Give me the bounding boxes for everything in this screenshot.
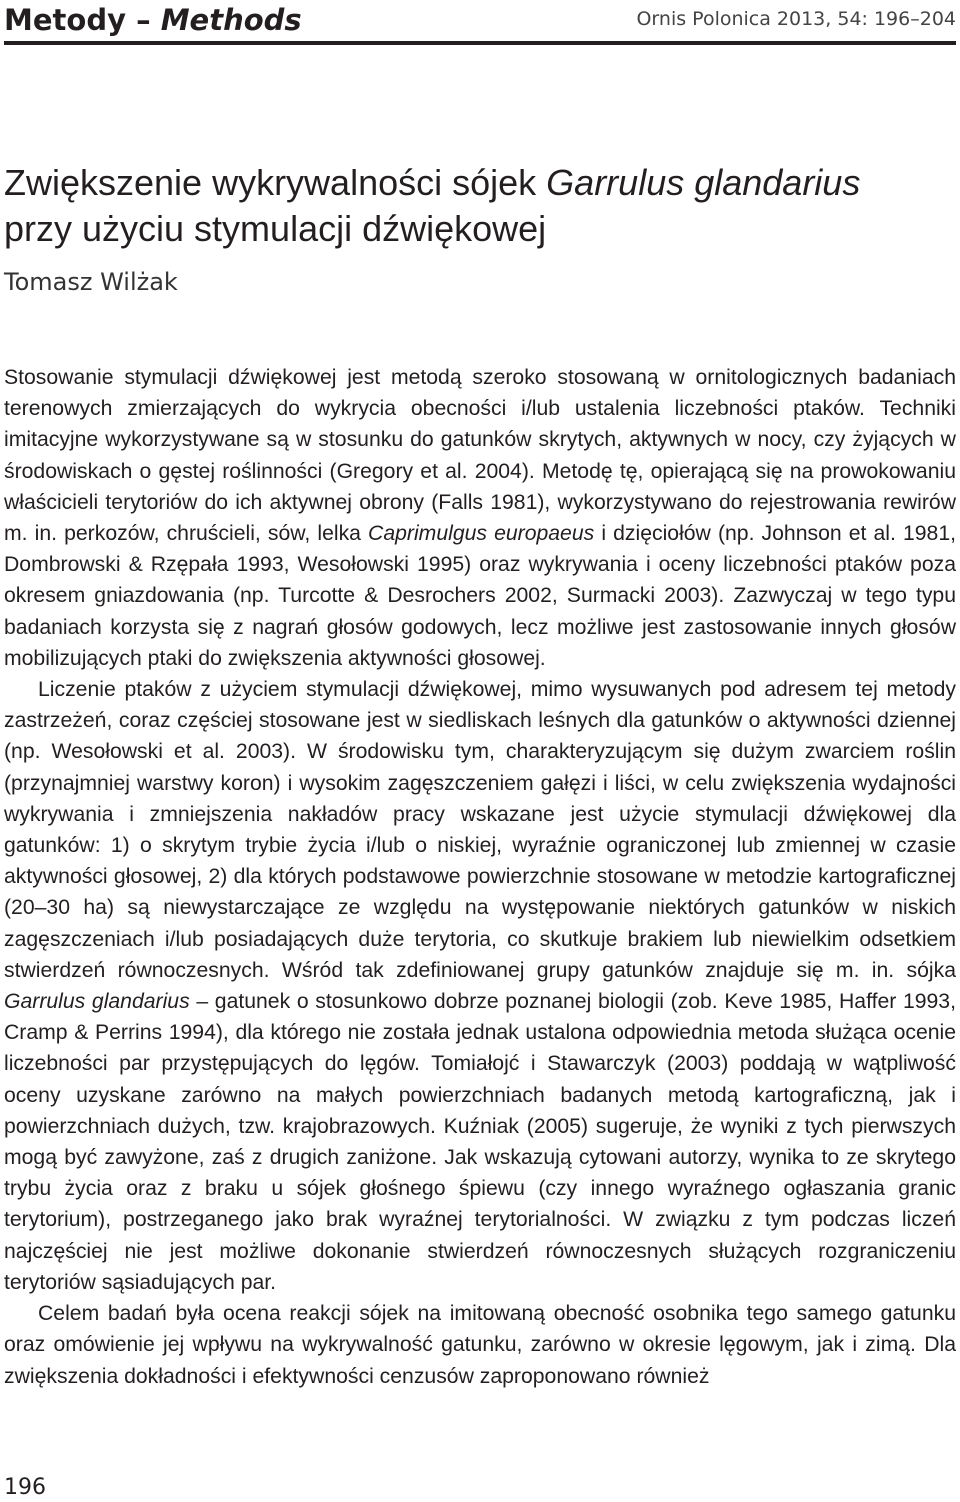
article-body xyxy=(4,362,956,1392)
paragraph-3: Celem badań była ocena reakcji sójek na imitowaną obecność osobnika tego samego gatunku oraz omówienie jej wpływu na wykrywalność gatunku, zarówno w okresie lęgowym, jak i zimą. Dla zwiększenia dokładności i efektywności cenzusów zaproponowano również xyxy=(4,1302,956,1388)
journal-citation: Ornis Polonica 2013, 54: 196–204 xyxy=(636,8,956,30)
paragraph-1: Stosowanie stymulacji dźwiękowej jest metodą szeroko stosowaną w ornitologicznych badaniach terenowych zmierzających do wykrycia obecności i/lub ustalenia liczebności ptaków. Techniki imitacyjne wykorzystywane są w stosunku do gatunków skrytych, aktywnych w nocy, czy żyjących w środowiskach o gęstej roślinności (Gregory et al. 2004). Metodę tę, opierającą się na prowokowaniu właścicieli terytoriów do ich aktywnej obrony (Falls 1981), wykorzystywano do rejestrowania rewirów m. in. perkozów, chruścieli, sów, lelka Caprimulgus europaeus i dzięciołów (np. Johnson et al. 1981, Dombrowski & Rzępała 1993, Wesołowski 1995) oraz wykrywania i oceny liczebności ptaków poza okresem gniazdowania (np. Turcotte & Desrochers 2002, Surmacki 2003). Zazwyczaj w tego typu badaniach korzysta się z nagrań głosów godowych, lecz możliwe jest zastosowanie innych głosów mobilizujących ptaki do zwiększenia aktywności głosowej. xyxy=(4,366,957,670)
section-label: Metody – Methods xyxy=(4,3,302,37)
title-species-name: Garrulus glandarius xyxy=(546,162,861,203)
author-name: Tomasz Wilżak xyxy=(4,268,178,296)
running-header xyxy=(4,2,956,42)
paragraph-2: Liczenie ptaków z użyciem stymulacji dźwiękowej, mimo wysuwanych pod adresem tej metody zastrzeżeń, coraz częściej stosowane jest w siedliskach leśnych dla gatunków o aktywności dziennej (np. Wesołowski et al. 2003). W środowisku tym, charakteryzującym się dużym zwarciem roślin (przynajmniej warstwy koron) i wysokim zagęszczeniem gałęzi i liści, w celu zwiększenia wydajności wykrywania i zmniejszenia nakładów pracy wskazane jest użycie stymulacji dźwiękowej dla gatunków: 1) o skrytym trybie życia i/lub o niskiej, wyraźnie ograniczonej lub zmiennej w czasie aktywności głosowej, 2) dla których podstawowe powierzchnie stosowane w metodzie kartograficznej (20–30 ha) są niewystarczające ze względu na występowanie niektórych gatunków w niskich zagęszczeniach i/lub posiadających duże terytoria, co skutkuje brakiem lub niewielkim odsetkiem stwierdzeń równoczesnych. Wśród tak zdefiniowanej grupy gatunków znajduje się m. in. sójka Garrulus glandarius – gatunek o stosunkowo dobrze poznanej biologii (zob. Keve 1985, Haffer 1993, Cramp & Perrins 1994), dla którego nie została jednak ustalona odpowiednia metoda służąca ocenie liczebności par przystępujących do lęgów. Tomiałojć i Stawarczyk (2003) poddają w wątpliwość oceny uzyskane zarówno na małych powierzchniach badanych metodą kartograficzną, jak i powierzchniach dużych, tzw. krajobrazowych. Kuźniak (2005) sugeruje, że wyniki z tych pierwszych mogą być zawyżone, zaś z drugich zaniżone. Jak wskazują cytowani autorzy, wynika to ze skrytego trybu życia oraz z braku u sójek głośnego śpiewu (czy innego wyraźnego ogłaszania granic terytorium), postrzeganego jako brak wyraźnej terytorialności. W związku z tym podczas liczeń najczęściej nie jest możliwe dokonanie stwierdzeń równoczesnych służących rozgraniczeniu terytoriów sąsiadujących par. xyxy=(4,678,956,1294)
article-title: Zwiększenie wykrywalności sójek Garrulus glandarius przy użyciu stymulacji dźwiękowej xyxy=(4,162,861,249)
header-rule xyxy=(4,41,956,45)
page-number: 196 xyxy=(4,1475,46,1500)
